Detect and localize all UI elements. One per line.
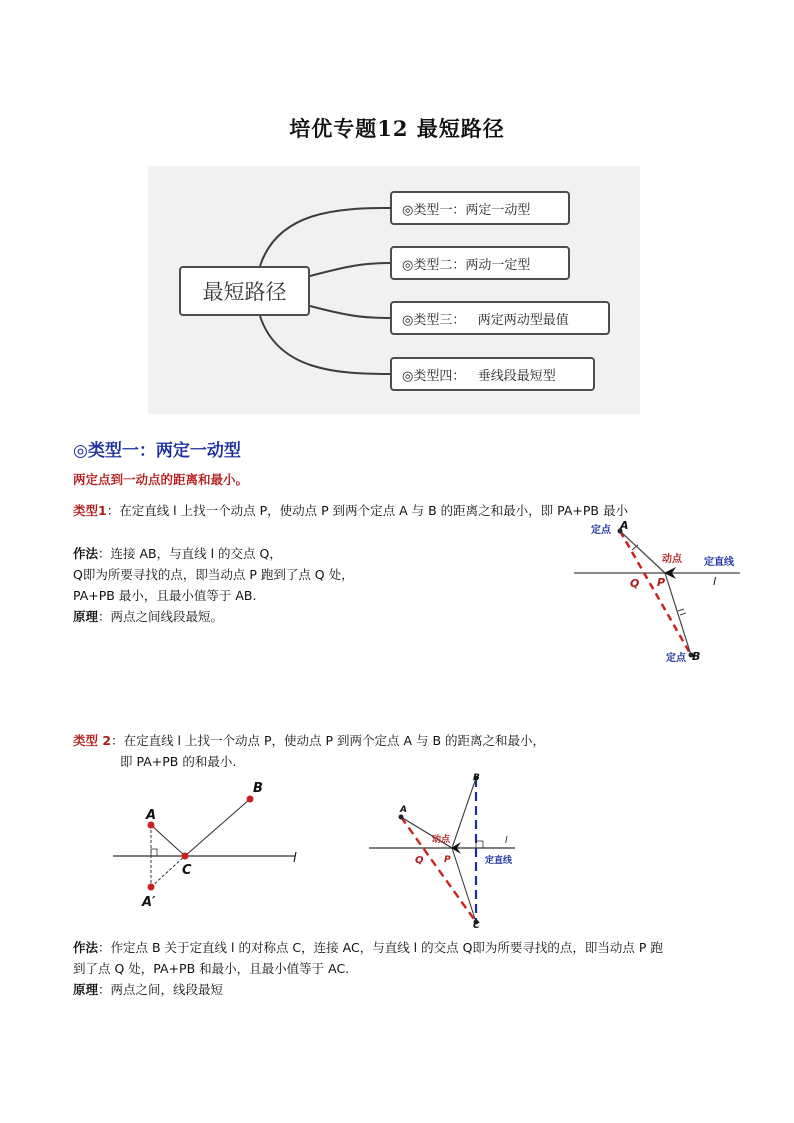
fig1-label-P: P <box>657 576 666 589</box>
fig2-segment-AC <box>151 825 185 856</box>
fig2-label-C: C <box>182 863 192 878</box>
fig2-point-C <box>182 853 189 860</box>
type1-method-line3: PA+PB 最小，且最小值等于 AB. <box>73 588 257 603</box>
fig2-segment-AprimeC <box>151 856 185 887</box>
section-heading: ◎类型一：两定一动型 <box>73 441 241 461</box>
mind-map-center: 最短路径 <box>179 266 310 316</box>
figure-type2-right <box>365 770 540 930</box>
mind-map-node-type3: ◎类型三： 两定两动型最值 <box>390 301 610 335</box>
fig3-label-A: A <box>400 805 407 815</box>
fig1-segment-AP <box>620 531 665 573</box>
mind-map-node-type4: ◎类型四： 垂线段最短型 <box>390 357 595 391</box>
fig1-fixed-line: 定直线 <box>704 557 734 568</box>
fig3-moving-point: 动点 <box>432 835 451 845</box>
fig2-label-B: B <box>253 781 263 796</box>
fig2-label-A: A <box>146 808 157 823</box>
fig3-segment-AC <box>401 817 476 922</box>
type2-text2: 即 PA+PB 的和最小. <box>120 754 237 769</box>
fig2-label-l: l <box>293 851 297 866</box>
fig3-fixed-line: 定直线 <box>485 856 513 866</box>
figure-type1 <box>568 515 748 675</box>
fig3-label-Q: Q <box>415 855 424 866</box>
type2-method-label: 作法 <box>73 940 99 955</box>
fig3-segment-PB <box>452 778 476 848</box>
type2-label: 类型 2 <box>73 733 112 748</box>
type1-method-label: 作法 <box>73 546 99 561</box>
fig2-point-B <box>247 796 254 803</box>
page-title: 培优专题12 最短路径 <box>289 116 505 141</box>
fig3-label-B: B <box>473 773 480 783</box>
fig1-moving-point: 动点 <box>662 554 682 565</box>
fig1-label-B: B <box>692 650 701 663</box>
type1-method-line1: ：连接 AB，与直线 l 的交点 Q， <box>98 546 282 561</box>
type2-method-line2: 到了点 Q 处，PA+PB 和最小，且最小值等于 AC. <box>73 961 350 976</box>
type2-method-line1: ：作定点 B 关于定直线 l 的对称点 C，连接 AC，与直线 l 的交点 Q即为所要寻找的点，即当动点 P 跑 <box>98 940 663 955</box>
section-subheading: 两定点到一动点的距离和最小。 <box>73 472 249 487</box>
fig1-tick-2 <box>678 609 684 611</box>
type2-principle: ：两点之间，线段最短 <box>98 982 224 997</box>
type1-text: ：在定直线 l 上找一个动点 P，使动点 P 到两个定点 A 与 B 的距离之和最小，即 PA+PB 最小 <box>106 503 628 518</box>
fig3-label-C: C <box>473 921 480 930</box>
fig3-label-l: l <box>505 836 508 846</box>
fig2-segment-CB <box>185 799 250 856</box>
type2-principle-label: 原理 <box>73 982 99 997</box>
fig2-right-angle <box>151 849 157 856</box>
type1-principle-label: 原理 <box>73 609 99 624</box>
fig2-label-Aprime: A′ <box>142 895 156 910</box>
type1-statement <box>73 500 628 521</box>
type1-method <box>73 543 354 627</box>
fig3-point-A <box>399 815 404 820</box>
fig3-label-P: P <box>444 855 451 865</box>
type1-label: 类型1 <box>73 503 107 518</box>
figure-type2-left <box>105 775 320 910</box>
fig1-tick-3 <box>680 613 686 615</box>
fig2-point-Aprime <box>148 884 155 891</box>
type2-statement <box>73 730 545 772</box>
type2-text: ：在定直线 l 上找一个动点 P，使动点 P 到两个定点 A 与 B 的距离之和最小， <box>111 733 545 748</box>
type1-method-line2: Q即为所要寻找的点，即当动点 P 跑到了点 Q 处， <box>73 567 354 582</box>
mind-map-node-type2: ◎类型二：两动一定型 <box>390 246 570 280</box>
fig1-label-A: A <box>620 519 629 532</box>
fig1-label-l: l <box>713 575 717 588</box>
mind-map <box>148 166 640 414</box>
type1-principle: ：两点之间线段最短。 <box>98 609 224 624</box>
fig1-fixed-point-A: 定点 <box>591 525 611 536</box>
fig3-segment-PC <box>452 848 476 922</box>
fig1-label-Q: Q <box>630 577 640 590</box>
mind-map-node-type1: ◎类型一：两定一动型 <box>390 191 570 225</box>
fig1-fixed-point-B: 定点 <box>666 653 686 664</box>
type2-method <box>73 937 663 1000</box>
